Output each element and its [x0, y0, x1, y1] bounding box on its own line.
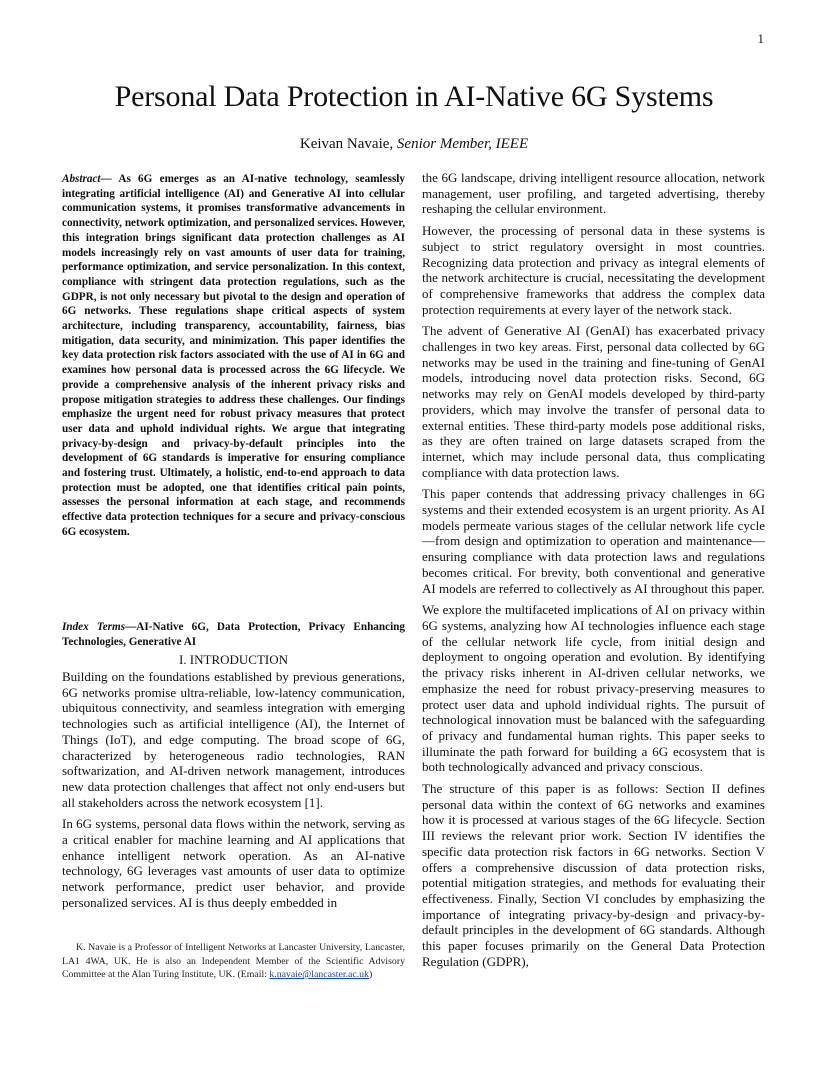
author-email-link[interactable]: k.navaie@lancaster.ac.uk: [269, 969, 369, 981]
footnote-text: K. Navaie is a Professor of Intelligent Networks at Lancaster University, Lancaster, LA1 4WA, UK. He is also an Independent Member of the Scientific Advisory Committee at the Alan Turing Institute, UK. (Email:: [62, 942, 405, 981]
body-paragraph: However, the processing of personal data in these systems is subject to strict regulatory oversight in most countries. Recognizing data protection and privacy as integral elements of the network architecture is crucial, necessitating the development of comprehensive frameworks that address the complex data protection requirements at every layer of the network stack.: [422, 223, 765, 317]
page-number: 1: [757, 31, 764, 46]
author-name: Keivan Navaie,: [299, 136, 397, 152]
author-footnote: [62, 941, 405, 982]
left-body-column: [62, 669, 405, 917]
body-paragraph: the 6G landscape, driving intelligent resource allocation, network management, user profiling, and targeted advertising, thereby reshaping the cellular environment.: [422, 170, 765, 217]
footnote-end: ): [368, 969, 373, 981]
body-paragraph: The structure of this paper is as follows: Section II defines personal data within the context of 6G networks and examines how it is processed at various stages of the 6G lifecycle. Section III reviews the relevant prior work. Section IV identifies the specific data protection risk factors in 6G networks. Section V offers a comprehensive discussion of data protection risks, potential mitigation strategies, and methods for evaluating their effectiveness. Finally, Section VI concludes by emphasizing the importance of integrating privacy-by-design and privacy-by-default principles in the development of 6G standards. Although this paper focuses primarily on the General Data Protection Regulation (GDPR),: [422, 781, 765, 969]
index-terms-text: —AI-Native 6G, Data Protection, Privacy Enhancing Technologies, Generative AI: [62, 621, 405, 648]
body-paragraph: In 6G systems, personal data flows within the network, serving as a critical enabler for machine learning and AI applications that enhance intelligent network operation. As an AI-native technology, 6G leverages vast amounts of user data to optimize network performance, predict user behavior, and provide personalized services. AI is thus deeply embedded in: [62, 816, 405, 910]
paper-title: Personal Data Protection in AI-Native 6G Systems: [114, 80, 714, 113]
body-paragraph: Building on the foundations established by previous generations, 6G networks promise ultra-reliable, low-latency communication, ubiquitous connectivity, and seamless integration with emerging technologies such as artificial intelligence (AI), the Internet of Things (IoT), and edge computing. The broad scope of 6G, characterized by heterogeneous radio technologies, RAN softwarization, and AI-driven network management, introduces new data protection challenges that affect not only end-users but all stakeholders across the network ecosystem [1].: [62, 669, 405, 810]
body-paragraph: This paper contends that addressing privacy challenges in 6G systems and their extended ecosystem is an urgent priority. As AI models permeate various stages of the cellular network life cycle—from design and optimization to operation and maintenance—ensuring compliance with data protection laws and regulations becomes critical. For brevity, both conventional and generative AI models are referred to collectively as AI throughout this paper.: [422, 486, 765, 596]
author-line: [0, 136, 828, 153]
body-paragraph: The advent of Generative AI (GenAI) has exacerbated privacy challenges in two key areas. First, personal data collected by 6G networks may be used in the training and fine-tuning of GenAI models, introducing novel data protection risks. Second, 6G networks may rely on GenAI models developed by third-party providers, which may involve the transfer of personal data to external entities. These third-party models pose additional risks, as they are often trained on large datasets scraped from the internet, which may include personal data, thus complicating compliance with data protection laws.: [422, 323, 765, 480]
right-body-column: [422, 170, 765, 975]
index-terms-label: Index Terms: [62, 621, 126, 633]
abstract-block: [62, 172, 405, 540]
index-terms: [62, 620, 405, 650]
section-heading-introduction: I. INTRODUCTION: [178, 652, 289, 667]
abstract-text: — As 6G emerges as an AI-native technology, seamlessly integrating artificial intelligence (AI) and Generative AI into cellular communication systems, it promises transformative advancements in connectivity, network optimization, and personalized services. However, this integration brings significant data protection challenges as AI models increasingly rely on vast amounts of user data for training, performance optimization, and service personalization. In this context, compliance with stringent data protection regulations, such as the GDPR, is not only necessary but pivotal to the design and operation of 6G networks. These regulations shape critical aspects of system architecture, including transparency, accountability, fairness, bias mitigation, data security, and minimization. This paper identifies the key data protection risk factors associated with the use of AI in 6G and examines how personal data is processed across the 6G lifecycle. We provide a comprehensive analysis of the inherent privacy risks and propose mitigation strategies to address these challenges. Our findings emphasize the urgent need for robust privacy measures that protect user data and uphold individual rights. We argue that integrating privacy-by-design and privacy-by-default principles into the development of 6G standards is imperative for ensuring compliance and fostering trust. Ultimately, a holistic, end-to-end approach to data protection must be adopted, one that identifies critical pain points, assesses the personal information at each stage, and recommends effective data protection techniques for a secure and privacy-conscious 6G ecosystem.: [62, 173, 405, 538]
body-paragraph: We explore the multifaceted implications of AI on privacy within 6G systems, analyzing how AI technologies influence each stage of the cellular network life cycle, from initial design and deployment to ongoing operation and evolution. By identifying the privacy risks inherent in AI-driven cellular networks, we emphasize the need for robust privacy-preserving measures to protect user data and uphold individual rights. The pursuit of technological innovation must be balanced with the safeguarding of privacy and fundamental human rights. This paper seeks to illuminate the path forward for building a 6G ecosystem that is both technologically advanced and privacy conscious.: [422, 602, 765, 775]
abstract: [62, 172, 405, 540]
author-affiliation: Senior Member, IEEE: [396, 136, 529, 152]
abstract-label: Abstract: [62, 173, 101, 185]
